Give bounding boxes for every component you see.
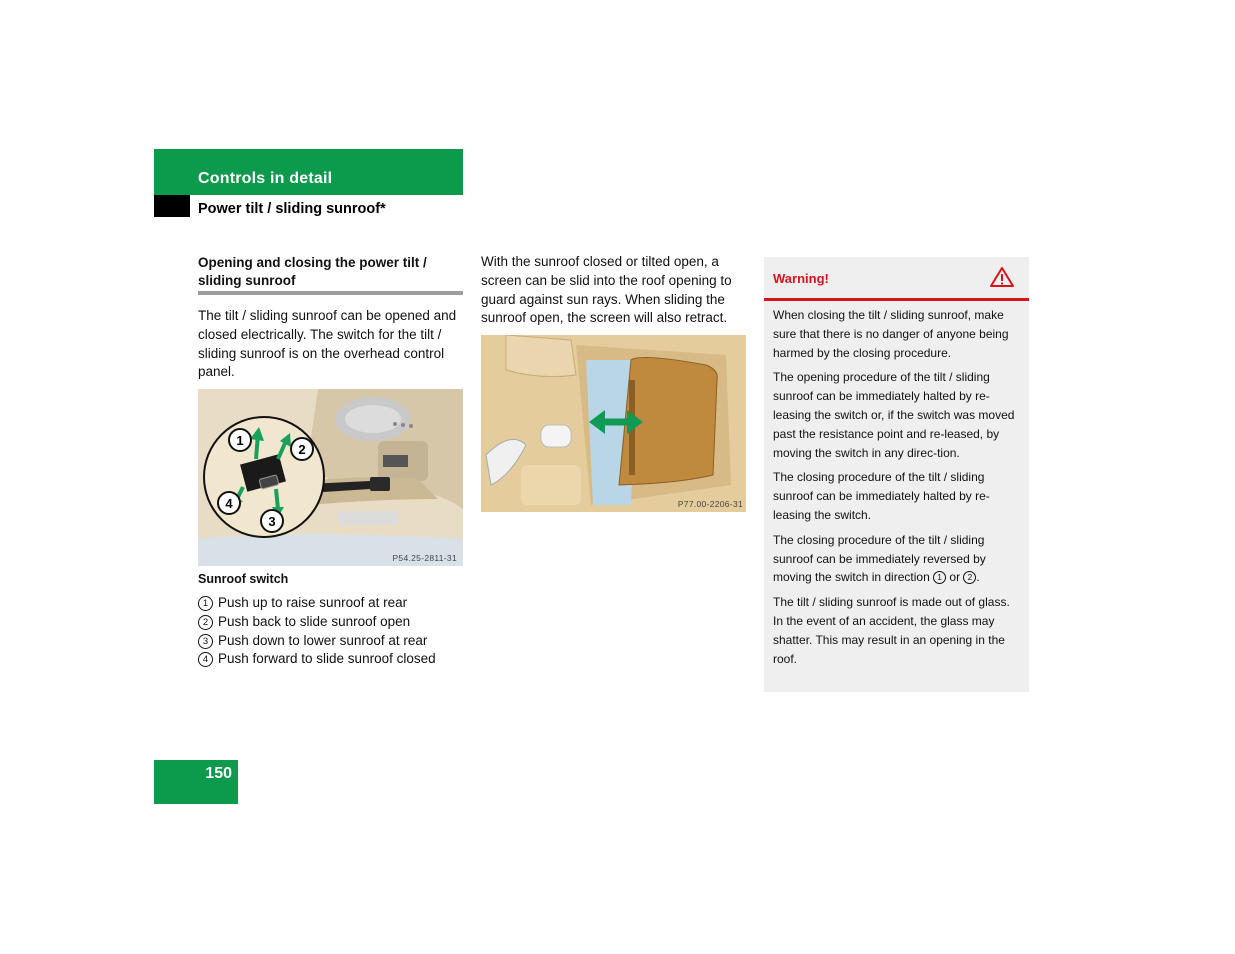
svg-text:1: 1 — [236, 433, 244, 448]
warning-triangle-icon — [989, 266, 1015, 293]
legend-text: Push up to raise sunroof at rear — [218, 595, 408, 610]
warning-paragraph: The tilt / sliding sunroof is made out of glass. In the event of an accident, the glass may shatter. This may result in an opening in the roof. — [773, 595, 1010, 666]
callout-3 — [261, 510, 283, 532]
legend-number: 2 — [198, 615, 213, 630]
figure-code: P54.25-2811-31 — [392, 553, 457, 563]
heading-divider — [198, 291, 463, 295]
figure-caption: Sunroof switch — [198, 572, 289, 586]
legend-text: Push forward to slide sunroof closed — [218, 651, 436, 667]
warning-paragraph — [773, 531, 1023, 587]
legend-number: 1 — [198, 596, 213, 611]
svg-text:4: 4 — [225, 496, 233, 511]
procedure-heading: Opening and closing the power tilt / sliding sunroof — [198, 255, 427, 288]
sunscreen-illustration — [481, 335, 746, 512]
svg-text:2: 2 — [298, 442, 306, 457]
page-number: 150 — [205, 765, 232, 782]
sunscreen-paragraph: With the sunroof closed or tilted open, a screen can be slid into the roof opening to guard against sun rays. When sliding the sunroof open, the screen will also retract. — [481, 254, 732, 326]
warning-text: . — [976, 570, 980, 585]
svg-text:3: 3 — [268, 514, 276, 529]
warning-text: The closing procedure of the tilt / sliding sunroof can be immediately reversed by moving the switch in direction — [773, 532, 986, 585]
direction-number: 2 — [963, 571, 976, 584]
list-item — [198, 632, 468, 651]
legend-number: 4 — [198, 652, 213, 667]
warning-paragraph: The opening procedure of the tilt / sliding sunroof can be immediately halted by re-leasing the switch or, if the switch was moved past the resistance point and re-leased, by moving the switch in any direc-tion. — [773, 370, 1015, 460]
figure-code: P77.00-2206-31 — [677, 499, 743, 509]
switch-legend — [198, 594, 468, 669]
warning-box — [764, 257, 1029, 692]
intro-paragraph: The tilt / sliding sunroof can be opened and closed electrically. The switch for the tilt / sliding sunroof is on the overhead control panel. — [198, 308, 457, 380]
subsection-marker — [154, 195, 190, 217]
warning-text: or — [946, 570, 964, 585]
callout-2 — [291, 438, 313, 460]
sunroof-switch-illustration — [198, 389, 463, 566]
warning-body — [773, 306, 1023, 674]
warning-divider — [764, 298, 1029, 301]
legend-number: 3 — [198, 634, 213, 649]
legend-text: Push back to slide sunroof open — [218, 613, 411, 629]
sunroof-switch-figure — [198, 389, 463, 566]
direction-number: 1 — [933, 571, 946, 584]
warning-paragraph: When closing the tilt / sliding sunroof, make sure that there is no danger of anyone being harmed by the closing procedure. — [773, 308, 1009, 360]
list-item — [198, 594, 468, 613]
callout-1 — [229, 429, 251, 451]
subsection-title: Power tilt / sliding sunroof* — [198, 201, 386, 217]
callout-4 — [218, 492, 240, 514]
sunscreen-figure — [481, 335, 746, 512]
list-item — [198, 650, 468, 669]
legend-text: Push down to lower sunroof at rear — [218, 632, 428, 648]
list-item — [198, 613, 468, 632]
warning-title: Warning! — [773, 271, 829, 286]
page-number-tab — [154, 760, 238, 804]
warning-paragraph: The closing procedure of the tilt / sliding sunroof can be immediately halted by re-leasing the switch. — [773, 470, 990, 522]
section-title: Controls in detail — [198, 170, 333, 187]
